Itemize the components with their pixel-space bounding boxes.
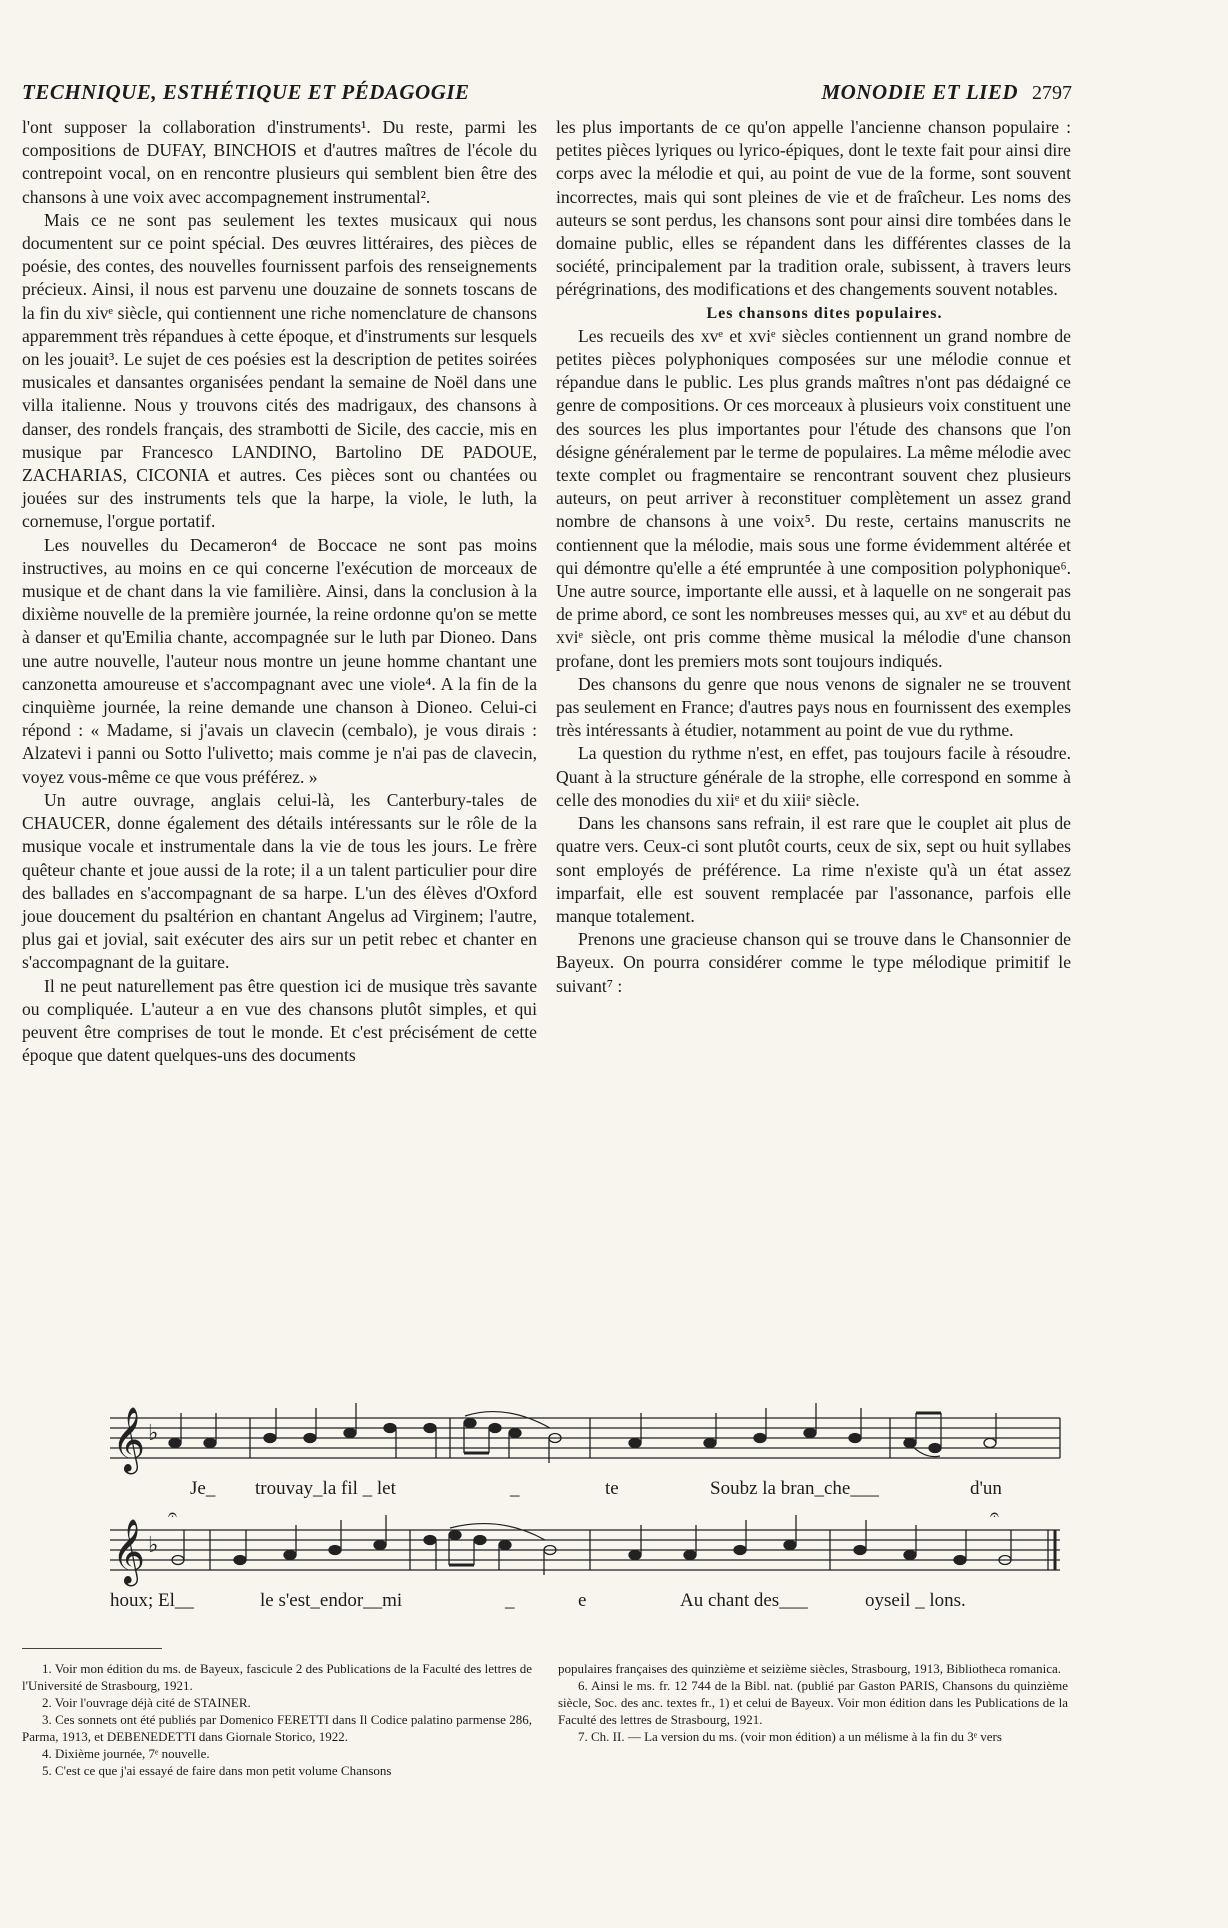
running-header xyxy=(22,80,1072,110)
right-paragraph-3: Des chansons du genre que nous venons de signaler ne se trouvent pas seulement en France; d'autres pays nous en fournissent des exemples très intéressants à étudier, notamment au point de vue du rythme. xyxy=(556,673,1071,741)
right-paragraph-2: Les recueils des xvᵉ et xviᵉ siècles contiennent un grand nombre de petites pièces polyphoniques composées sur une mélodie connue et répandue dans le public. Les plus grands maîtres n'ont pas dédaigné ce genre de compositions. Or ces morceaux à plusieurs voix constituent une des sources les plus importantes pour l'étude des chansons que l'on désigne généralement par le terme de populaires. La même mélodie avec texte complet ou fragmentaire se rencontrant souvent chez plusieurs auteurs, on peut arriver à reconstituer complètement un assez grand nombre de chansons à une voix⁵. Du reste, certains manuscrits ne contiennent que la mélodie, mais sous une forme évidemment altérée et qui démontre qu'elle a été empruntée à une composition polyphonique⁶. Une autre source, importante elle aussi, et à laquelle on ne songerait pas de prime abord, ce sont les nombreuses messes qui, au xvᵉ et au début du xviᵉ siècle, ont pris comme thème musical la mélodie d'une chanson profane, dont les premiers mots sont toujours indiqués. xyxy=(556,325,1071,671)
left-column xyxy=(22,116,537,1067)
left-paragraph-2: Mais ce ne sont pas seulement les textes musicaux qui nous documentent sur ce point spécial. Des œuvres littéraires, des pièces de poésie, des contes, des nouvelles fournissent parfois des renseignements précieux. Ainsi, il nous est parvenu une douzaine de sonnets toscans de la fin du xivᵉ siècle, qui contiennent une riche nomenclature de chansons apparemment très répandues à cette époque, et d'instruments sur lesquels on les jouait³. Le sujet de ces poésies est la description de petites soirées musicales et dansantes organisées pendant la semaine de Noël dans une villa italienne. Nous y trouvons cités des madrigaux, des chansons à danser, des rondels français, des strambotti de Sicile, des caccie, mis en musique par Francesco LANDINO, Bartolino DE PADOUE, ZACHARIAS, CICONIA et autres. Ces pièces sont ou chantées ou jouées sur des instruments tels que la harpe, la viole, le luth, la cornemuse, l'orgue portatif. xyxy=(22,209,537,532)
left-paragraph-4: Un autre ouvrage, anglais celui-là, les Canterbury-tales de CHAUCER, donne également des détails intéressants sur le rôle de la musique vocale et instrumentale dans la vie de tous les jours. Le frère quêteur chante et joue aussi de la rote; il a un talent particulier pour dire des ballades en s'accompagnant de sa harpe. L'un des élèves d'Oxford joue doucement du psaltérion en chantant Angelus ad Virginem; l'autre, plus gai et jovial, sait exécuter des airs sur un petit rebec et chanter en s'accompagnant de la guitare. xyxy=(22,789,537,973)
header-right-title: MONODIE ET LIED xyxy=(821,80,1018,104)
lyric-syllable: Au chant des___ xyxy=(680,1590,808,1611)
right-paragraph-4: La question du rythme n'est, en effet, pas toujours facile à résoudre. Quant à la structure générale de la strophe, elle correspond en somme à celle des monodies du xiiᵉ et du xiiiᵉ siècle. xyxy=(556,743,1071,810)
lyric-syllable: le s'est_endor__mi xyxy=(260,1590,403,1611)
page-number: 2797 xyxy=(1032,82,1072,104)
lyric-syllable: _ xyxy=(510,1478,520,1499)
treble-clef-icon: 𝄞 xyxy=(112,1407,146,1472)
lyric-syllable: oyseil _ lons. xyxy=(865,1590,966,1611)
footnote-4: 4. Dixième journée, 7ᵉ nouvelle. xyxy=(42,1746,210,1761)
lyric-syllable: e xyxy=(578,1590,587,1611)
lyric-syllable: d'un xyxy=(970,1478,1002,1499)
footnotes-right xyxy=(558,1660,1068,1745)
right-paragraph-5: Dans les chansons sans refrain, il est rare que le couplet ait plus de quatre vers. Ceux-ci sont plutôt courts, ceux de six, sept ou huit syllabes sont employés de préférence. La rime n'existe qu'à un état assez imparfait, elle est souvent remplacée par l'assonance, parfois elle manque totalement. xyxy=(556,813,1071,926)
footnote-rule xyxy=(22,1648,162,1649)
lyrics-line-1 xyxy=(110,1478,1070,1506)
staff-2-notation xyxy=(110,1510,1070,1590)
right-paragraph-6: Prenons une gracieuse chanson qui se trouve dans le Chansonnier de Bayeux. On pourra considérer comme le type mélodique primitif le suivant⁷ : xyxy=(556,929,1071,996)
music-staff-2 xyxy=(110,1510,1070,1630)
lyric-syllable: trouvay_la fil _ let xyxy=(255,1478,396,1499)
music-staff-1 xyxy=(110,1398,1070,1518)
left-paragraph-5: Il ne peut naturellement pas être question ici de musique très savante ou compliquée. L'auteur a en vue des chansons plutôt simples, et qui peuvent être comprises de tout le monde. Et c'est précisément de cette époque que datent quelques-uns des documents xyxy=(22,975,537,1066)
lyric-syllable: te xyxy=(605,1478,619,1499)
right-column xyxy=(556,116,1071,998)
lyric-syllable: Je_ xyxy=(190,1478,216,1499)
lyrics-line-2 xyxy=(110,1590,1070,1618)
header-left-title: TECHNIQUE, ESTHÉTIQUE ET PÉDAGOGIE xyxy=(22,80,470,104)
treble-clef-icon: 𝄞 xyxy=(112,1519,146,1584)
section-heading: Les chansons dites populaires. xyxy=(706,304,943,322)
left-paragraph-3: Les nouvelles du Decameron⁴ de Boccace ne sont pas moins instructives, au moins en ce qui concerne l'exécution de morceaux de musique et de chant dans la vie familière. Ainsi, dans la conclusion à la dixième nouvelle de la première journée, la reine ordonne qu'on se mette à danser et qu'Emilia chante, accompagnée sur le luth par Dioneo. Dans une autre nouvelle, l'auteur nous montre un jeune homme chantant une canzonetta amoureuse et s'accompagnant avec une viole⁴. A la fin de la cinquième journée, la reine demande une chanson à Dioneo. Celui-ci répond : « Madame, si j'avais un clavecin (cembalo), je vous dirais : Alzatevi i panni ou Sotto l'ulivetto; mais comme je n'ai pas de clavecin, voyez vous-même ce que vous préférez. » xyxy=(22,534,537,787)
footnotes-left xyxy=(22,1660,532,1779)
lyric-syllable: Soubz la bran_che___ xyxy=(710,1478,879,1499)
lyric-syllable: _ xyxy=(505,1590,515,1611)
footnote-1: 1. Voir mon édition du ms. de Bayeux, fascicule 2 des Publications de la Faculté des lettres de l'Université de Strasbourg, 1921. xyxy=(22,1661,532,1693)
staff-1-notation xyxy=(110,1398,1070,1478)
flat-icon: ♭ xyxy=(148,1421,159,1446)
right-paragraph-1: les plus importants de ce qu'on appelle l'ancienne chanson populaire : petites pièces lyriques ou lyrico-épiques, dont le texte fait pour ainsi dire corps avec la mélodie et qui, au point de vue de la forme, sont souvent incorrectes, mais qui sont pleines de vie et de fraîcheur. Les noms des auteurs se sont perdus, les chansons sont pour ainsi dire tombées dans le domaine public, elles se répandent dans les différentes classes de la société, principalement par la tradition orale, subissent, à travers leurs pérégrinations, des modifications et des changements souvent notables. xyxy=(556,117,1071,300)
footnote-5: 5. C'est ce que j'ai essayé de faire dans mon petit volume Chansons xyxy=(42,1763,392,1778)
footnote-3: 3. Ces sonnets ont été publiés par Domenico FERETTI dans Il Codice palatino parmense 286, Parma, 1913, et DEBENEDETTI dans Giornale Storico, 1922. xyxy=(22,1712,532,1744)
flat-icon: ♭ xyxy=(148,1533,159,1558)
footnote-5-continued: populaires françaises des quinzième et seizième siècles, Strasbourg, 1913, Bibliotheca romanica. xyxy=(558,1661,1061,1676)
lyric-syllable: houx; El__ xyxy=(110,1590,194,1611)
footnote-7: 7. Ch. II. — La version du ms. (voir mon édition) a un mélisme à la fin du 3ᵉ vers xyxy=(578,1729,1002,1744)
header-right xyxy=(821,80,1072,105)
footnote-2: 2. Voir l'ouvrage déjà cité de STAINER. xyxy=(42,1695,251,1710)
fermata-icon: 𝄐 xyxy=(990,1510,999,1524)
left-paragraph-1: l'ont supposer la collaboration d'instruments¹. Du reste, parmi les compositions de DUFAY, BINCHOIS et d'autres maîtres de l'école du contrepoint vocal, on en rencontre plusieurs qui semblent bien être des chansons à une voix avec accompagnement instrumental². xyxy=(22,117,537,207)
footnote-6: 6. Ainsi le ms. fr. 12 744 de la Bibl. nat. (publié par Gaston PARIS, Chansons du quinzième siècle, Soc. des anc. textes fr., 1) et celui de Bayeux. Voir mon édition dans les Publications de la Faculté des lettres de Strasbourg, 1921. xyxy=(558,1678,1068,1727)
fermata-icon: 𝄐 xyxy=(168,1510,177,1524)
